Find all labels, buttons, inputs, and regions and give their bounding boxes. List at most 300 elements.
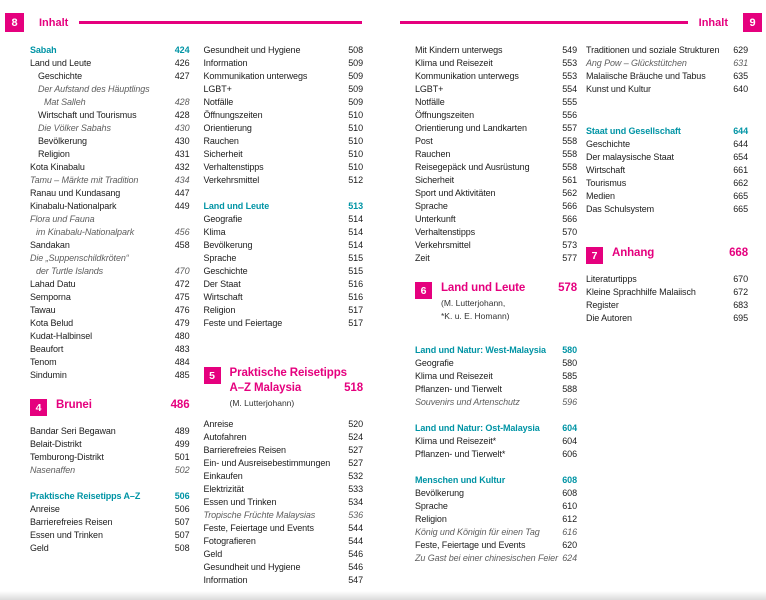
toc-entry — [204, 278, 364, 291]
entry-page: 588 — [562, 384, 577, 394]
toc-entry — [30, 109, 190, 122]
entry-label: Verhaltenstipps — [203, 162, 264, 172]
entry-label: Land und Leute — [30, 58, 92, 68]
entry-label: Sprache — [415, 501, 448, 511]
toc-entry — [30, 161, 190, 174]
toc-entry — [30, 542, 190, 555]
entry-page: 484 — [174, 357, 190, 367]
toc-entry — [204, 457, 364, 470]
toc-entry — [415, 57, 577, 70]
toc-entry — [586, 203, 748, 216]
toc-entry — [415, 239, 577, 252]
entry-page: 585 — [562, 371, 577, 381]
toc-entry — [30, 200, 190, 213]
toc-entry — [415, 500, 577, 513]
toc-entry — [204, 135, 364, 148]
entry-label: Orientierung und Landkarten — [415, 123, 527, 133]
chapter-page: 486 — [170, 399, 190, 411]
entry-label: Barrierefreies Reisen — [203, 445, 286, 455]
toc-entry — [204, 148, 364, 161]
entry-label: im Kinabalu-Nationalpark — [36, 227, 135, 237]
chapter-page: 578 — [558, 282, 577, 294]
entry-page: 546 — [348, 549, 363, 559]
toc-entry — [204, 317, 364, 330]
entry-page: 428 — [174, 110, 190, 120]
toc-entry — [204, 496, 364, 509]
entry-page: 447 — [174, 188, 190, 198]
entry-page: 509 — [348, 97, 363, 107]
entry-page: 485 — [174, 370, 190, 380]
entry-page: 661 — [733, 165, 748, 175]
toc-entry — [415, 174, 577, 187]
entry-page: 612 — [562, 514, 577, 524]
toc-entry — [204, 470, 364, 483]
section-header — [204, 200, 364, 213]
entry-label: Kommunikation unterwegs — [203, 71, 308, 81]
entry-label: Geschichte — [38, 71, 83, 81]
toc-entry-multiline — [30, 83, 190, 109]
entry-page: 427 — [174, 71, 190, 81]
entry-page: 562 — [562, 188, 577, 198]
entry-page: 524 — [348, 432, 363, 442]
entry-page: 426 — [174, 58, 190, 68]
entry-page: 553 — [562, 58, 577, 68]
toc-entry — [30, 529, 190, 542]
toc-entry — [204, 444, 364, 457]
entry-label: Barrierefreies Reisen — [30, 517, 113, 527]
toc-entry — [586, 44, 748, 57]
entry-page: 616 — [562, 527, 577, 537]
entry-label: Sandakan — [30, 240, 70, 250]
toc-entry — [204, 265, 364, 278]
toc-entry — [415, 513, 577, 526]
chapter-header — [30, 398, 190, 416]
entry-label: Autofahren — [203, 432, 247, 442]
toc-entry — [586, 70, 748, 83]
section-header — [30, 44, 190, 57]
entry-label: Medien — [586, 191, 615, 201]
toc-entry — [415, 135, 577, 148]
entry-page: 483 — [174, 344, 190, 354]
entry-page: 644 — [733, 139, 748, 149]
chapter-author: (M. Lutterjohann) — [229, 398, 295, 408]
entry-page: 654 — [733, 152, 748, 162]
toc-entry — [30, 187, 190, 200]
toc-entry — [30, 369, 190, 382]
entry-page: 695 — [733, 313, 748, 323]
entry-page: 430 — [174, 136, 190, 146]
entry-page: 510 — [348, 136, 363, 146]
entry-label: Sicherheit — [203, 149, 243, 159]
toc-entry — [415, 487, 577, 500]
entry-page: 517 — [348, 305, 363, 315]
entry-label: Verkehrsmittel — [415, 240, 471, 250]
entry-label: Klima — [203, 227, 226, 237]
section-label: Praktische Reisetipps A–Z — [30, 491, 141, 501]
toc-entry — [415, 200, 577, 213]
toc-entry — [586, 299, 748, 312]
toc-entry — [30, 135, 190, 148]
entry-label: Klima und Reisezeit* — [415, 436, 497, 446]
entry-label: Feste, Feiertage und Events — [415, 540, 526, 550]
entry-page: 480 — [174, 331, 190, 341]
toc-entry — [415, 226, 577, 239]
toc-entry — [204, 122, 364, 135]
entry-label: Ein- und Ausreisebestimmungen — [203, 458, 331, 468]
toc-entry — [415, 526, 577, 539]
entry-page: 631 — [733, 58, 748, 68]
toc-entry-multiline — [30, 213, 190, 239]
entry-label: Register — [586, 300, 619, 310]
chapter-title: A–Z Malaysia — [229, 382, 302, 394]
entry-label: Das Schulsystem — [586, 204, 655, 214]
section-page: 424 — [174, 45, 190, 55]
entry-label: Orientierung — [203, 123, 252, 133]
entry-label: Lahad Datu — [30, 279, 76, 289]
toc-entry — [30, 343, 190, 356]
toc-entry — [586, 164, 748, 177]
chapter-number-badge: 7 — [586, 247, 603, 264]
entry-label: Wirtschaft — [586, 165, 626, 175]
entry-label: Information — [203, 58, 248, 68]
toc-entry — [204, 44, 364, 57]
header-title: Inhalt — [39, 16, 69, 29]
toc-entry — [586, 273, 748, 286]
entry-label: Zeit — [415, 253, 430, 263]
entry-page: 509 — [348, 84, 363, 94]
toc-entry — [415, 83, 577, 96]
entry-page: 665 — [733, 204, 748, 214]
entry-label: Sprache — [415, 201, 448, 211]
section-page: 608 — [562, 475, 577, 485]
section-header — [30, 490, 190, 503]
chapter-titles — [612, 246, 748, 261]
toc-entry — [204, 96, 364, 109]
entry-label: Sicherheit — [415, 175, 455, 185]
toc-entry — [30, 278, 190, 291]
entry-page: 534 — [348, 497, 363, 507]
toc-entry — [415, 435, 577, 448]
chapter-header — [586, 246, 748, 264]
chapter-number-badge: 4 — [30, 399, 47, 416]
header-title: Inhalt — [698, 16, 728, 29]
section-label: Menschen und Kultur — [415, 475, 506, 485]
toc-entry — [415, 539, 577, 552]
entry-page: 608 — [562, 488, 577, 498]
entry-page: 533 — [348, 484, 363, 494]
entry-label: Religion — [415, 514, 447, 524]
chapter-titles — [56, 398, 190, 413]
entry-label: Kleine Sprachhilfe Malaiisch — [586, 287, 696, 297]
entry-label: Geld — [203, 549, 223, 559]
entry-label: Bandar Seri Begawan — [30, 426, 116, 436]
entry-label: Tamu – Märkte mit Tradition — [30, 175, 139, 185]
chapter-header — [204, 366, 364, 409]
entry-page: 620 — [562, 540, 577, 550]
entry-label: Fotografieren — [203, 536, 256, 546]
toc-entry — [415, 552, 577, 565]
entry-label: Geschichte — [586, 139, 631, 149]
entry-label: Öffnungszeiten — [203, 110, 263, 120]
chapter-page: 518 — [344, 382, 363, 394]
entry-label: Bevölkerung — [38, 136, 87, 146]
toc-entry — [586, 57, 748, 70]
entry-page: 508 — [174, 543, 190, 553]
entry-page: 566 — [562, 201, 577, 211]
toc-entry — [204, 109, 364, 122]
entry-page: 554 — [562, 84, 577, 94]
entry-label: Mit Kindern unterwegs — [415, 45, 503, 55]
page-number-badge: 8 — [5, 13, 24, 32]
section-page: 506 — [174, 491, 190, 501]
entry-page: 549 — [562, 45, 577, 55]
entry-label: Pflanzen- und Tierwelt* — [415, 449, 506, 459]
toc-entry — [586, 286, 748, 299]
entry-page: 456 — [174, 227, 190, 237]
entry-label: Verkehrsmittel — [203, 175, 260, 185]
chapter-titles — [230, 366, 364, 409]
toc-entry — [204, 213, 364, 226]
entry-page: 553 — [562, 71, 577, 81]
entry-label: Tropische Früchte Malaysias — [203, 510, 316, 520]
toc-entry — [30, 438, 190, 451]
entry-label: Kinabalu-Nationalpark — [30, 201, 117, 211]
entry-page: 507 — [174, 517, 190, 527]
entry-label: Feste und Feiertage — [203, 318, 283, 328]
entry-page: 510 — [348, 162, 363, 172]
chapter-page: 668 — [729, 247, 748, 259]
toc-entry — [30, 83, 190, 96]
entry-page: 672 — [733, 287, 748, 297]
entry-page: 432 — [174, 162, 190, 172]
section-header — [415, 474, 577, 487]
entry-label: Die Autoren — [586, 313, 632, 323]
entry-page: 561 — [562, 175, 577, 185]
entry-page: 506 — [174, 504, 190, 514]
toc-entry — [415, 122, 577, 135]
entry-page: 476 — [174, 305, 190, 315]
toc-entry — [204, 70, 364, 83]
section-page: 513 — [348, 201, 363, 211]
entry-page: 479 — [174, 318, 190, 328]
toc-entry — [30, 265, 190, 278]
toc-entry — [415, 44, 577, 57]
chapter-author: (M. Lutterjohann, — [441, 298, 506, 308]
entry-page: 544 — [348, 523, 363, 533]
entry-label: Souvenirs und Artenschutz — [415, 397, 520, 407]
chapter-head — [30, 398, 190, 416]
section-header — [415, 422, 577, 435]
entry-label: Die Völker Sabahs — [38, 123, 111, 133]
entry-page: 547 — [348, 575, 363, 585]
chapter-titles — [441, 281, 577, 322]
entry-page: 573 — [562, 240, 577, 250]
section-header — [586, 125, 748, 138]
entry-page: 604 — [562, 436, 577, 446]
page-header-left — [5, 13, 362, 32]
entry-page: 527 — [348, 445, 363, 455]
entry-label: Kommunikation unterwegs — [415, 71, 519, 81]
chapter-number-badge: 6 — [415, 282, 432, 299]
toc-entry — [30, 148, 190, 161]
entry-page: 683 — [733, 300, 748, 310]
toc-entry — [30, 174, 190, 187]
toc-entry — [30, 96, 190, 109]
entry-label: Sindumin — [30, 370, 67, 380]
entry-label: Notfälle — [415, 97, 445, 107]
entry-page: 580 — [562, 358, 577, 368]
entry-page: 662 — [733, 178, 748, 188]
toc-entry — [204, 418, 364, 431]
entry-label: Tawau — [30, 305, 56, 315]
toc-entry — [204, 57, 364, 70]
entry-label: Beaufort — [30, 344, 64, 354]
entry-page: 536 — [348, 510, 363, 520]
entry-label: Religion — [38, 149, 70, 159]
entry-page: 558 — [562, 136, 577, 146]
toc-entry — [586, 177, 748, 190]
entry-label: Religion — [203, 305, 236, 315]
entry-page: 509 — [348, 71, 363, 81]
entry-page: 510 — [348, 149, 363, 159]
chapter-title-line — [230, 366, 364, 381]
toc-entry — [415, 109, 577, 122]
entry-label: LGBT+ — [415, 84, 444, 94]
toc-entry — [415, 396, 577, 409]
toc-entry — [30, 304, 190, 317]
entry-page: 532 — [348, 471, 363, 481]
entry-page: 470 — [174, 266, 190, 276]
entry-label: Literaturtipps — [586, 274, 637, 284]
entry-page: 458 — [174, 240, 190, 250]
toc-entry — [586, 83, 748, 96]
section-label: Staat und Gesellschaft — [586, 126, 681, 136]
entry-label: Geschichte — [203, 266, 248, 276]
entry-label: Sprache — [203, 253, 237, 263]
entry-page: 510 — [348, 123, 363, 133]
entry-page: 558 — [562, 162, 577, 172]
entry-label: Kudat-Halbinsel — [30, 331, 93, 341]
entry-label: Nasenaffen — [30, 465, 76, 475]
entry-page: 520 — [348, 419, 363, 429]
toc-entry-multiline — [30, 252, 190, 278]
entry-page: 555 — [562, 97, 577, 107]
entry-label: Wirtschaft — [203, 292, 243, 302]
toc-entry — [204, 509, 364, 522]
entry-page: 670 — [733, 274, 748, 284]
entry-label: Essen und Trinken — [30, 530, 103, 540]
entry-page: 570 — [562, 227, 577, 237]
entry-label: Gesundheit und Hygiene — [203, 45, 301, 55]
chapter-title-line — [56, 398, 190, 413]
entry-page: 514 — [348, 227, 363, 237]
toc-entry — [204, 161, 364, 174]
toc-column-1 — [30, 44, 190, 590]
toc-entry — [30, 57, 190, 70]
entry-label: Klima und Reisezeit — [415, 371, 493, 381]
entry-page: 596 — [562, 397, 577, 407]
toc-entry — [204, 304, 364, 317]
entry-page: 508 — [348, 45, 363, 55]
toc-entry — [586, 138, 748, 151]
entry-page: 512 — [348, 175, 363, 185]
entry-label: Der malaysische Staat — [586, 152, 674, 162]
entry-page: 431 — [174, 149, 190, 159]
chapter-title-line — [612, 246, 748, 261]
toc-entry — [586, 312, 748, 325]
entry-page: 546 — [348, 562, 363, 572]
entry-label: Geld — [30, 543, 49, 553]
entry-page: 430 — [174, 123, 190, 133]
toc-entry — [30, 330, 190, 343]
entry-label: Notfälle — [203, 97, 234, 107]
entry-label: Traditionen und soziale Strukturen — [586, 45, 720, 55]
toc-entry — [204, 574, 364, 587]
toc-entry — [415, 252, 577, 265]
header-rule — [400, 21, 688, 24]
entry-label: Tenom — [30, 357, 57, 367]
chapter-head — [586, 246, 748, 264]
entry-page: 557 — [562, 123, 577, 133]
toc-entry — [30, 213, 190, 226]
toc-column-3 — [415, 44, 577, 590]
toc-entry — [204, 535, 364, 548]
entry-page: 509 — [348, 58, 363, 68]
entry-page: 566 — [562, 214, 577, 224]
entry-label: Gesundheit und Hygiene — [203, 562, 301, 572]
chapter-title: Praktische Reisetipps — [229, 367, 347, 379]
toc-entry — [30, 70, 190, 83]
toc-columns-right — [415, 44, 748, 590]
entry-label: Feste, Feiertage und Events — [203, 523, 314, 533]
section-label: Land und Natur: Ost-Malaysia — [415, 423, 540, 433]
entry-page: 610 — [562, 501, 577, 511]
entry-page: 514 — [348, 214, 363, 224]
toc-entry — [415, 161, 577, 174]
toc-entry — [415, 448, 577, 461]
toc-entry — [204, 226, 364, 239]
chapter-number-badge: 5 — [204, 367, 221, 384]
chapter-head — [204, 366, 364, 409]
toc-entry — [204, 174, 364, 187]
entry-page: 499 — [174, 439, 190, 449]
entry-label: Klima und Reisezeit — [415, 58, 493, 68]
entry-label: Semporna — [30, 292, 71, 302]
entry-label: Bevölkerung — [415, 488, 464, 498]
toc-entry — [204, 239, 364, 252]
toc-entry — [30, 122, 190, 135]
entry-label: Zu Gast bei einer chinesischen Feier — [415, 553, 558, 563]
entry-label: Anreise — [203, 419, 234, 429]
toc-entry — [586, 151, 748, 164]
toc-entry — [415, 213, 577, 226]
spacer — [586, 216, 748, 230]
toc-column-4 — [586, 44, 748, 590]
section-label: Land und Natur: West-Malaysia — [415, 345, 546, 355]
entry-label: Belait-Distrikt — [30, 439, 82, 449]
toc-entry — [30, 464, 190, 477]
entry-label: Geografie — [203, 214, 243, 224]
entry-label: Unterkunft — [415, 214, 456, 224]
toc-entry — [415, 96, 577, 109]
entry-page: 517 — [348, 318, 363, 328]
chapter-title: Land und Leute — [441, 282, 526, 294]
toc-entry — [30, 356, 190, 369]
entry-label: Pflanzen- und Tierwelt — [415, 384, 502, 394]
toc-entry — [204, 483, 364, 496]
entry-page: 507 — [174, 530, 190, 540]
toc-entry — [30, 252, 190, 265]
